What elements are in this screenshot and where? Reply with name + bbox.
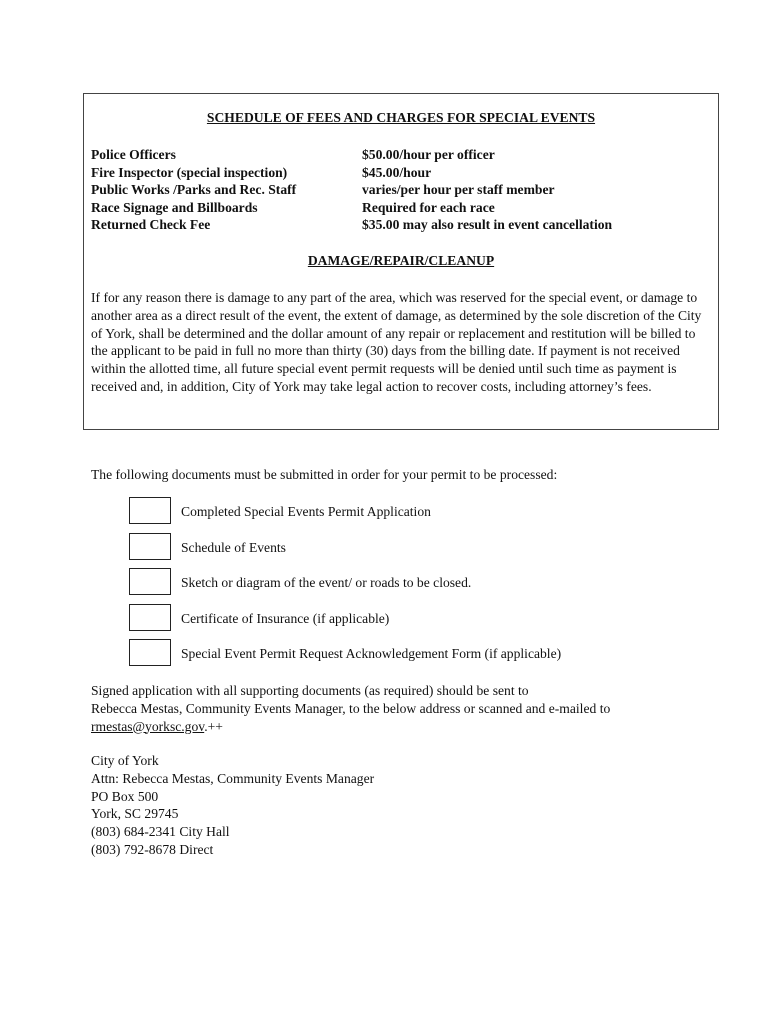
checklist-label: Certificate of Insurance (if applicable) bbox=[181, 610, 390, 626]
documents-intro: The following documents must be submitted in order for your permit to be processed: bbox=[91, 467, 558, 482]
address-line: York, SC 29745 bbox=[91, 806, 179, 822]
fee-charge: Required for each race bbox=[362, 199, 495, 215]
submission-line: Signed application with all supporting documents (as required) should be sent to bbox=[91, 683, 529, 698]
address-line: City of York bbox=[91, 753, 159, 768]
fee-row bbox=[91, 216, 612, 234]
mailing-address bbox=[91, 752, 374, 859]
fee-charge: $50.00/hour per officer bbox=[362, 147, 495, 162]
fee-row bbox=[91, 146, 612, 164]
fee-row bbox=[91, 181, 612, 199]
email-line bbox=[91, 718, 610, 736]
fee-name: Race Signage and Billboards bbox=[91, 199, 258, 215]
fee-name: Police Officers bbox=[91, 147, 176, 162]
submission-instructions bbox=[91, 682, 610, 735]
checklist-label: Schedule of Events bbox=[181, 539, 286, 555]
checklist-label: Sketch or diagram of the event/ or roads to be closed. bbox=[181, 575, 472, 591]
email-suffix: .++ bbox=[204, 718, 223, 734]
checkbox[interactable] bbox=[129, 533, 171, 560]
address-line: (803) 684-2341 City Hall bbox=[91, 824, 230, 840]
address-line: Attn: Rebecca Mestas, Community Events Manager bbox=[91, 770, 375, 786]
fee-name: Fire Inspector (special inspection) bbox=[91, 164, 288, 180]
fee-name: Returned Check Fee bbox=[91, 217, 211, 233]
fee-table bbox=[91, 146, 612, 234]
fee-schedule-box bbox=[83, 93, 719, 430]
fee-charge: $45.00/hour bbox=[362, 164, 432, 180]
submission-line: Rebecca Mestas, Community Events Manager, to the below address or scanned and e-mailed to bbox=[91, 700, 611, 716]
checklist-label: Completed Special Events Permit Application bbox=[181, 504, 431, 519]
damage-title: DAMAGE/REPAIR/CLEANUP bbox=[307, 253, 495, 268]
damage-paragraph: If for any reason there is damage to any part of the area, which was reserved for the special event, or damage to another area as a direct result of the event, the extent of damage, as determined by the sole discretion of the City of York, shall be determined and the dollar amount of any repair or replacement and restitution will be billed to the applicant to be paid in full no more than thirty (30) days from the billing date. If payment is not received within the allotted time, all future special event permit requests will be denied until such time as payment is received and, in addition, City of York may take legal action to recover costs, including attorney’s fees. bbox=[91, 290, 702, 394]
checklist-label: Special Event Permit Request Acknowledgement Form (if applicable) bbox=[181, 646, 562, 662]
checkbox[interactable] bbox=[129, 639, 171, 666]
fee-schedule-title: SCHEDULE OF FEES AND CHARGES FOR SPECIAL EVENTS bbox=[206, 110, 596, 125]
fee-row bbox=[91, 199, 612, 217]
fee-charge: varies/per hour per staff member bbox=[362, 182, 555, 198]
checkbox[interactable] bbox=[129, 497, 171, 524]
fee-charge: $35.00 may also result in event cancellation bbox=[362, 217, 613, 233]
address-line: (803) 792-8678 Direct bbox=[91, 841, 214, 857]
checkbox[interactable] bbox=[129, 568, 171, 595]
email-link[interactable]: rmestas@yorksc.gov bbox=[91, 718, 205, 734]
checkbox[interactable] bbox=[129, 604, 171, 631]
fee-name: Public Works /Parks and Rec. Staff bbox=[91, 182, 297, 198]
address-line: PO Box 500 bbox=[91, 788, 159, 804]
fee-row bbox=[91, 164, 612, 182]
